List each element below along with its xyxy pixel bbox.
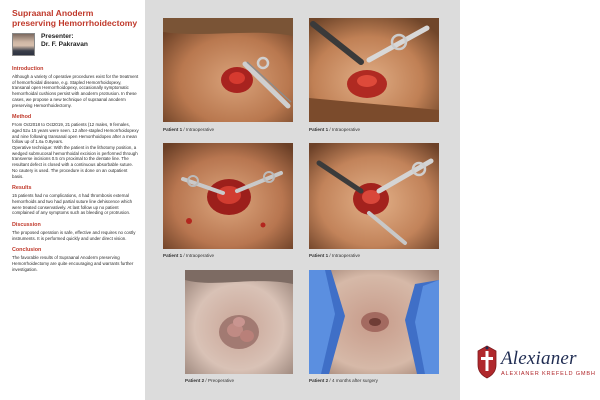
alexianer-logo — [476, 343, 594, 383]
section-heading: Discussion — [12, 222, 41, 229]
intraoperative-photo — [163, 18, 293, 122]
caption-text: / Intraoperative — [182, 253, 215, 258]
section-heading: Introduction — [12, 66, 44, 72]
section-text: 15 patients had no complications, 4 had thrombosis external hemorrhoids and two had partial suture line dehiscence which were treated conservatively. At last follow up no patient complained of any symptoms such as bleeding or protrusion. — [12, 193, 133, 216]
photo-panel — [145, 0, 460, 400]
preoperative-photo — [185, 270, 293, 374]
figure-caption — [185, 378, 234, 384]
section-heading: Results — [12, 185, 32, 192]
caption-patient: Patient 1 — [163, 253, 183, 258]
presenter-name: Dr. F. Pakravan — [41, 41, 88, 48]
intraoperative-photo — [309, 143, 439, 249]
section-discussion — [12, 222, 139, 241]
figure-caption — [309, 378, 378, 384]
postoperative-photo — [309, 270, 439, 374]
caption-patient: Patient 1 — [309, 127, 329, 132]
section-heading: Conclusion — [12, 247, 42, 254]
intraoperative-photo — [163, 143, 293, 249]
figure-caption — [309, 253, 360, 259]
section-text: The favorable results of Supraanal Anoderm preserving Hemorrhoidectomy are quite encouraging and warrants further investigation. — [12, 255, 134, 272]
figure-caption — [309, 127, 360, 133]
caption-text: / Intraoperative — [328, 253, 361, 258]
section-conclusion — [12, 247, 139, 272]
presenter-label: Presenter: — [41, 33, 74, 40]
section-results — [12, 185, 139, 216]
section-heading: Method — [12, 114, 32, 121]
caption-text: / Intraoperative — [328, 127, 361, 132]
logo-wordmark: Alexianer — [501, 348, 577, 369]
figure-caption — [163, 127, 214, 133]
presenter-block — [12, 33, 139, 56]
intraoperative-photo — [309, 18, 439, 122]
caption-text: / 4 months after surgery — [328, 378, 378, 383]
section-text: The proposed operation is safe, effective and requires no costly instruments. It is performed quickly and under direct vision. — [12, 230, 136, 241]
logo-column — [460, 0, 600, 400]
logo-subtitle: ALEXIANER KREFELD GMBH — [501, 371, 596, 377]
caption-patient: Patient 2 — [309, 378, 329, 383]
section-text: Although a variety of operative procedures exist for the treatment of hemorrhoidal disease, e.g. Stapled Hemorrhoidopexy, transanal open Hemorrhoidopexy, occasionally symptomatic hemorrhoidal cushions persist with anoderm protrusion. In these cases, we propose a new technique of supraanal anoderm preserving Hemorrhoidectomy. — [12, 74, 139, 108]
section-method — [12, 114, 139, 179]
presenter-photo — [12, 33, 35, 56]
section-text: Operative technique: With the patient in the lithotomy position, a wedged submucosal hemorrhoidal excision is performed through transverse incisions 0.5 cm proximal to the dentate line. The resultant defect is closed with a continuous absorbable suture. No cautery is used. The procedure is done on an outpatient basis. — [12, 145, 138, 179]
caption-patient: Patient 2 — [185, 378, 205, 383]
caption-text: / Intraoperative — [182, 127, 215, 132]
crest-icon — [476, 345, 498, 379]
text-column — [0, 0, 145, 400]
figure-caption — [163, 253, 214, 259]
poster-title: Supraanal Anoderm preserving Hemorrhoidectomy — [12, 8, 138, 28]
section-introduction — [12, 66, 139, 108]
caption-patient: Patient 1 — [163, 127, 183, 132]
section-text: From Oct2018 to Oct2019, 21 patients (12 males, 9 females, aged 52± 15 years were seen. 12 after-stapled Hemorrhoidopexy and nine following transanal open Hemorrhoidopex after a mean follow up of 1.6± 0.8years. — [12, 122, 139, 145]
caption-patient: Patient 1 — [309, 253, 329, 258]
caption-text: / Preoperative — [204, 378, 235, 383]
